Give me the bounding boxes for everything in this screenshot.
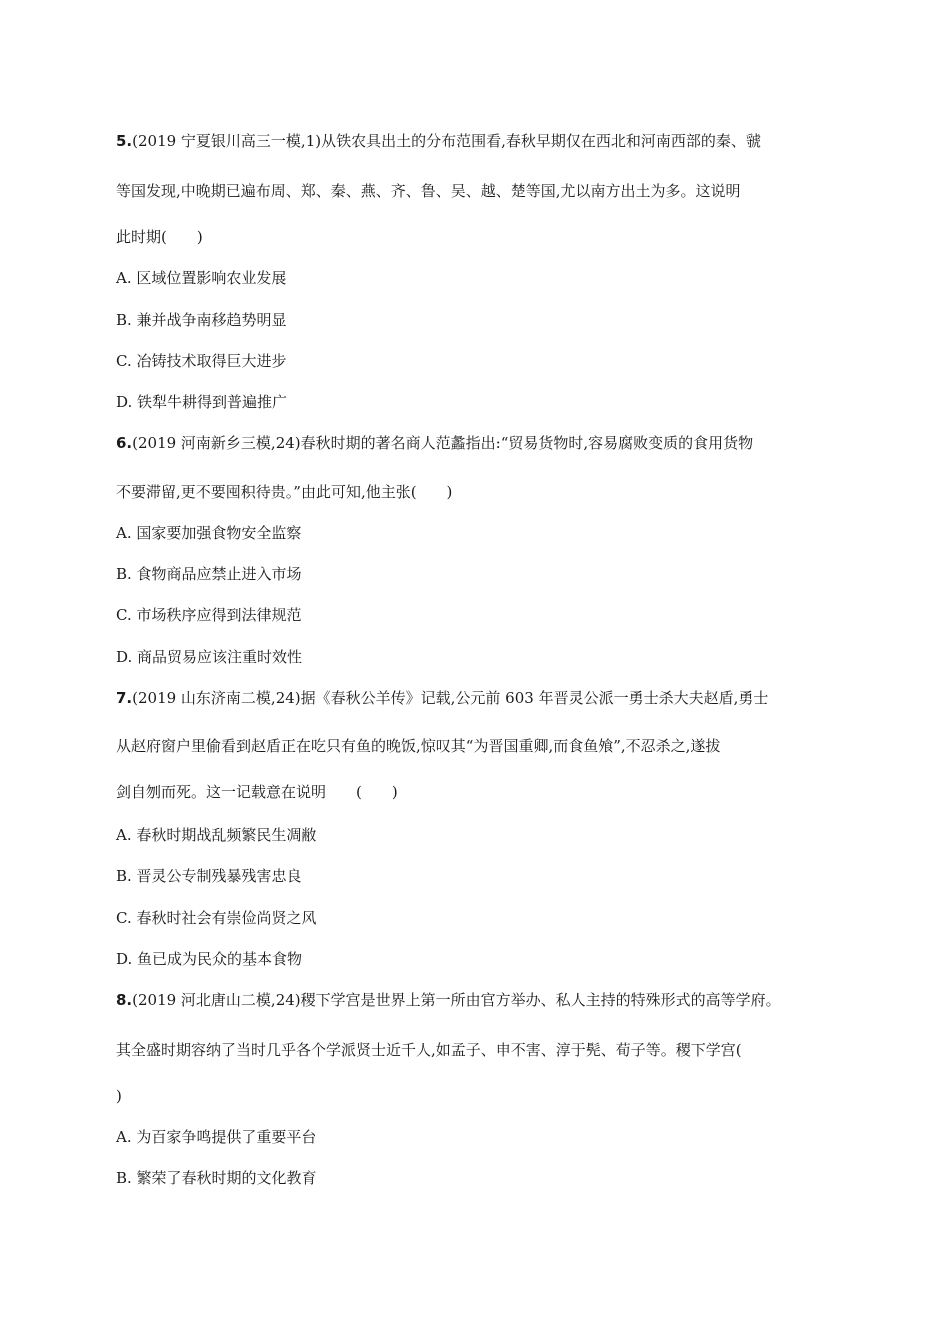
question-6-stem-line-2: 不要滞留,更不要囤积待贵。”由此可知,他主张( ) — [116, 483, 453, 501]
question-7-stem-line-2: 从赵府窗户里偷看到赵盾正在吃只有鱼的晚饭,惊叹其“为晋国重卿,而食鱼飧”,不忍杀之,遂拔 — [116, 737, 721, 755]
question-8-stem-line-2: 其全盛时期容纳了当时几乎各个学派贤士近千人,如孟子、申不害、淳于髡、荀子等。稷下学宫( — [116, 1041, 742, 1059]
question-number: 8. — [116, 991, 133, 1009]
question-8-stem-line-3: ) — [116, 1087, 122, 1105]
question-5-option-a: A. 区域位置影响农业发展 — [116, 269, 287, 287]
question-7-option-a: A. 春秋时期战乱频繁民生凋敝 — [116, 826, 317, 844]
question-5-option-d: D. 铁犁牛耕得到普遍推广 — [116, 393, 288, 411]
question-5-option-b: B. 兼并战争南移趋势明显 — [116, 311, 287, 329]
question-6-option-a: A. 国家要加强食物安全监察 — [116, 524, 302, 542]
question-stem-text: (2019 山东济南二模,24)据《春秋公羊传》记载,公元前 603 年晋灵公派一勇士杀大夫赵盾,勇士 — [132, 689, 769, 707]
question-6-option-c: C. 市场秩序应得到法律规范 — [116, 606, 302, 624]
question-8-stem-line-1 — [116, 990, 781, 1010]
question-5-option-c: C. 冶铸技术取得巨大进步 — [116, 352, 287, 370]
question-number: 5. — [116, 132, 133, 150]
question-7-stem-line-1 — [116, 688, 768, 708]
question-7-option-d: D. 鱼已成为民众的基本食物 — [116, 950, 303, 968]
question-7-option-b: B. 晋灵公专制残暴残害忠良 — [116, 867, 302, 885]
question-7-stem-line-3: 剑自刎而死。这一记载意在说明 ( ) — [116, 783, 398, 801]
question-6-option-d: D. 商品贸易应该注重时效性 — [116, 648, 303, 666]
question-5-stem-line-2: 等国发现,中晚期已遍布周、郑、秦、燕、齐、鲁、吴、越、楚等国,尤以南方出土为多。这说明 — [116, 182, 741, 200]
question-8-option-b: B. 繁荣了春秋时期的文化教育 — [116, 1169, 317, 1187]
question-6-option-b: B. 食物商品应禁止进入市场 — [116, 565, 302, 583]
question-5-stem-line-3: 此时期( ) — [116, 228, 203, 246]
question-7-option-c: C. 春秋时社会有崇俭尚贤之风 — [116, 909, 317, 927]
question-number: 6. — [116, 434, 133, 452]
question-6-stem-line-1 — [116, 433, 753, 453]
question-5-stem-line-1 — [116, 131, 761, 151]
question-stem-text: (2019 宁夏银川高三一模,1)从铁农具出土的分布范围看,春秋早期仅在西北和河南西部的秦、虢 — [132, 132, 761, 150]
question-number: 7. — [116, 689, 133, 707]
question-stem-text: (2019 河北唐山二模,24)稷下学宫是世界上第一所由官方举办、私人主持的特殊形式的高等学府。 — [132, 991, 781, 1009]
question-stem-text: (2019 河南新乡三模,24)春秋时期的著名商人范蠡指出:“贸易货物时,容易腐败变质的食用货物 — [132, 434, 754, 452]
question-8-option-a: A. 为百家争鸣提供了重要平台 — [116, 1128, 317, 1146]
